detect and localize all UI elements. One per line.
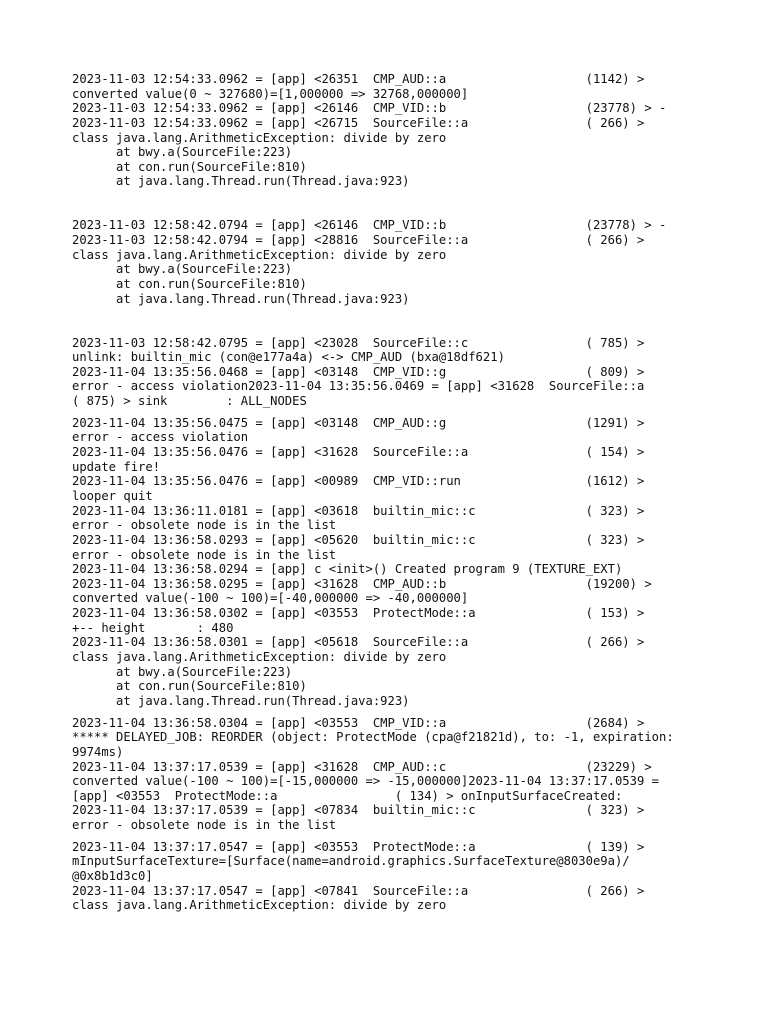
log-line: ***** DELAYED_JOB: REORDER (object: ProtectMode (cpa@f21821d), to: -1, expiration: (72, 730, 674, 745)
log-line: error - obsolete node is in the list (72, 818, 337, 833)
log-line: 2023-11-04 13:37:17.0547 = [app] <03553 ProtectMode::a ( 139) > (72, 839, 645, 854)
log-line: at java.lang.Thread.run(Thread.java:923) (72, 174, 410, 189)
log-line: [app] <03553 ProtectMode::a ( 134) > onInputSurfaceCreated: (72, 788, 623, 803)
log-line: 2023-11-04 13:37:17.0547 = [app] <07841 SourceFile::a ( 266) > (72, 883, 645, 898)
log-line: class java.lang.ArithmeticException: divide by zero (72, 650, 447, 665)
log-line: at bwy.a(SourceFile:223) (72, 262, 293, 277)
blank-space (72, 306, 712, 335)
log-line: 2023-11-04 13:36:58.0295 = [app] <31628 CMP_AUD::b (19200) > (72, 576, 652, 591)
log-line: error - access violation (72, 430, 249, 445)
blank-space (72, 189, 712, 218)
log-line: 2023-11-04 13:36:58.0302 = [app] <03553 ProtectMode::a ( 153) > (72, 606, 645, 621)
log-line: 2023-11-04 13:36:11.0181 = [app] <03618 builtin_mic::c ( 323) > (72, 503, 645, 518)
log-line: at java.lang.Thread.run(Thread.java:923) (72, 291, 410, 306)
log-line: update fire! (72, 459, 161, 474)
log-line: 2023-11-04 13:35:56.0468 = [app] <03148 CMP_VID::g ( 809) > (72, 364, 645, 379)
log-line: 2023-11-04 13:36:58.0293 = [app] <05620 builtin_mic::c ( 323) > (72, 532, 645, 547)
log-line: +-- height : 480 (72, 620, 234, 635)
log-line: 2023-11-04 13:35:56.0475 = [app] <03148 CMP_AUD::g (1291) > (72, 415, 645, 430)
log-line: at bwy.a(SourceFile:223) (72, 145, 293, 160)
log-line: at java.lang.Thread.run(Thread.java:923) (72, 693, 410, 708)
log-line: at con.run(SourceFile:810) (72, 679, 307, 694)
log-text (72, 72, 712, 913)
log-line: mInputSurfaceTexture=[Surface(name=android.graphics.SurfaceTexture@8030e9a)/ (72, 854, 630, 869)
log-line: at con.run(SourceFile:810) (72, 276, 307, 291)
log-line: at bwy.a(SourceFile:223) (72, 664, 293, 679)
log-line: converted value(-100 ~ 100)=[-40,000000 => -40,000000] (72, 591, 469, 606)
log-line: class java.lang.ArithmeticException: divide by zero (72, 247, 447, 262)
log-line: 2023-11-03 12:58:42.0794 = [app] <28816 SourceFile::a ( 266) > (72, 233, 645, 248)
log-line: error - obsolete node is in the list (72, 518, 337, 533)
log-line: 9974ms) (72, 744, 124, 759)
log-line: error - access violation2023-11-04 13:35:56.0469 = [app] <31628 SourceFile::a (72, 379, 645, 394)
log-line: 2023-11-04 13:36:58.0301 = [app] <05618 SourceFile::a ( 266) > (72, 635, 645, 650)
log-line: 2023-11-03 12:54:33.0962 = [app] <26146 CMP_VID::b (23778) > - (72, 101, 667, 116)
log-line: 2023-11-03 12:54:33.0962 = [app] <26715 SourceFile::a ( 266) > (72, 115, 645, 130)
log-line: 2023-11-03 12:58:42.0795 = [app] <23028 SourceFile::c ( 785) > (72, 335, 645, 350)
blank-space (72, 709, 712, 716)
log-line: converted value(0 ~ 327680)=[1,000000 => 32768,000000] (72, 86, 469, 101)
log-line: 2023-11-04 13:35:56.0476 = [app] <31628 SourceFile::a ( 154) > (72, 445, 645, 460)
log-line: 2023-11-04 13:37:17.0539 = [app] <07834 builtin_mic::c ( 323) > (72, 803, 645, 818)
log-line: 2023-11-04 13:36:58.0294 = [app] c <init>() Created program 9 (TEXTURE_EXT) (72, 562, 623, 577)
log-line: 2023-11-04 13:36:58.0304 = [app] <03553 CMP_VID::a (2684) > (72, 715, 645, 730)
log-line: class java.lang.ArithmeticException: divide by zero (72, 130, 447, 145)
log-line: 2023-11-04 13:35:56.0476 = [app] <00989 CMP_VID::run (1612) > (72, 474, 645, 489)
blank-space (72, 409, 712, 416)
log-line: class java.lang.ArithmeticException: divide by zero (72, 898, 447, 913)
log-line: at con.run(SourceFile:810) (72, 159, 307, 174)
log-line: 2023-11-04 13:37:17.0539 = [app] <31628 CMP_AUD::c (23229) > (72, 759, 652, 774)
log-line: 2023-11-03 12:54:33.0962 = [app] <26351 CMP_AUD::a (1142) > (72, 72, 645, 86)
log-line: looper quit (72, 488, 153, 503)
log-line: 2023-11-03 12:58:42.0794 = [app] <26146 CMP_VID::b (23778) > - (72, 218, 667, 233)
blank-space (72, 833, 712, 840)
log-line: ( 875) > sink : ALL_NODES (72, 394, 307, 409)
log-line: unlink: builtin_mic (con@e177a4a) <-> CMP_AUD (bxa@18df621) (72, 350, 505, 365)
log-line: error - obsolete node is in the list (72, 547, 337, 562)
log-line: @0x8b1d3c0] (72, 868, 153, 883)
log-line: converted value(-100 ~ 100)=[-15,000000 => -15,000000]2023-11-04 13:37:17.0539 = (72, 774, 659, 789)
